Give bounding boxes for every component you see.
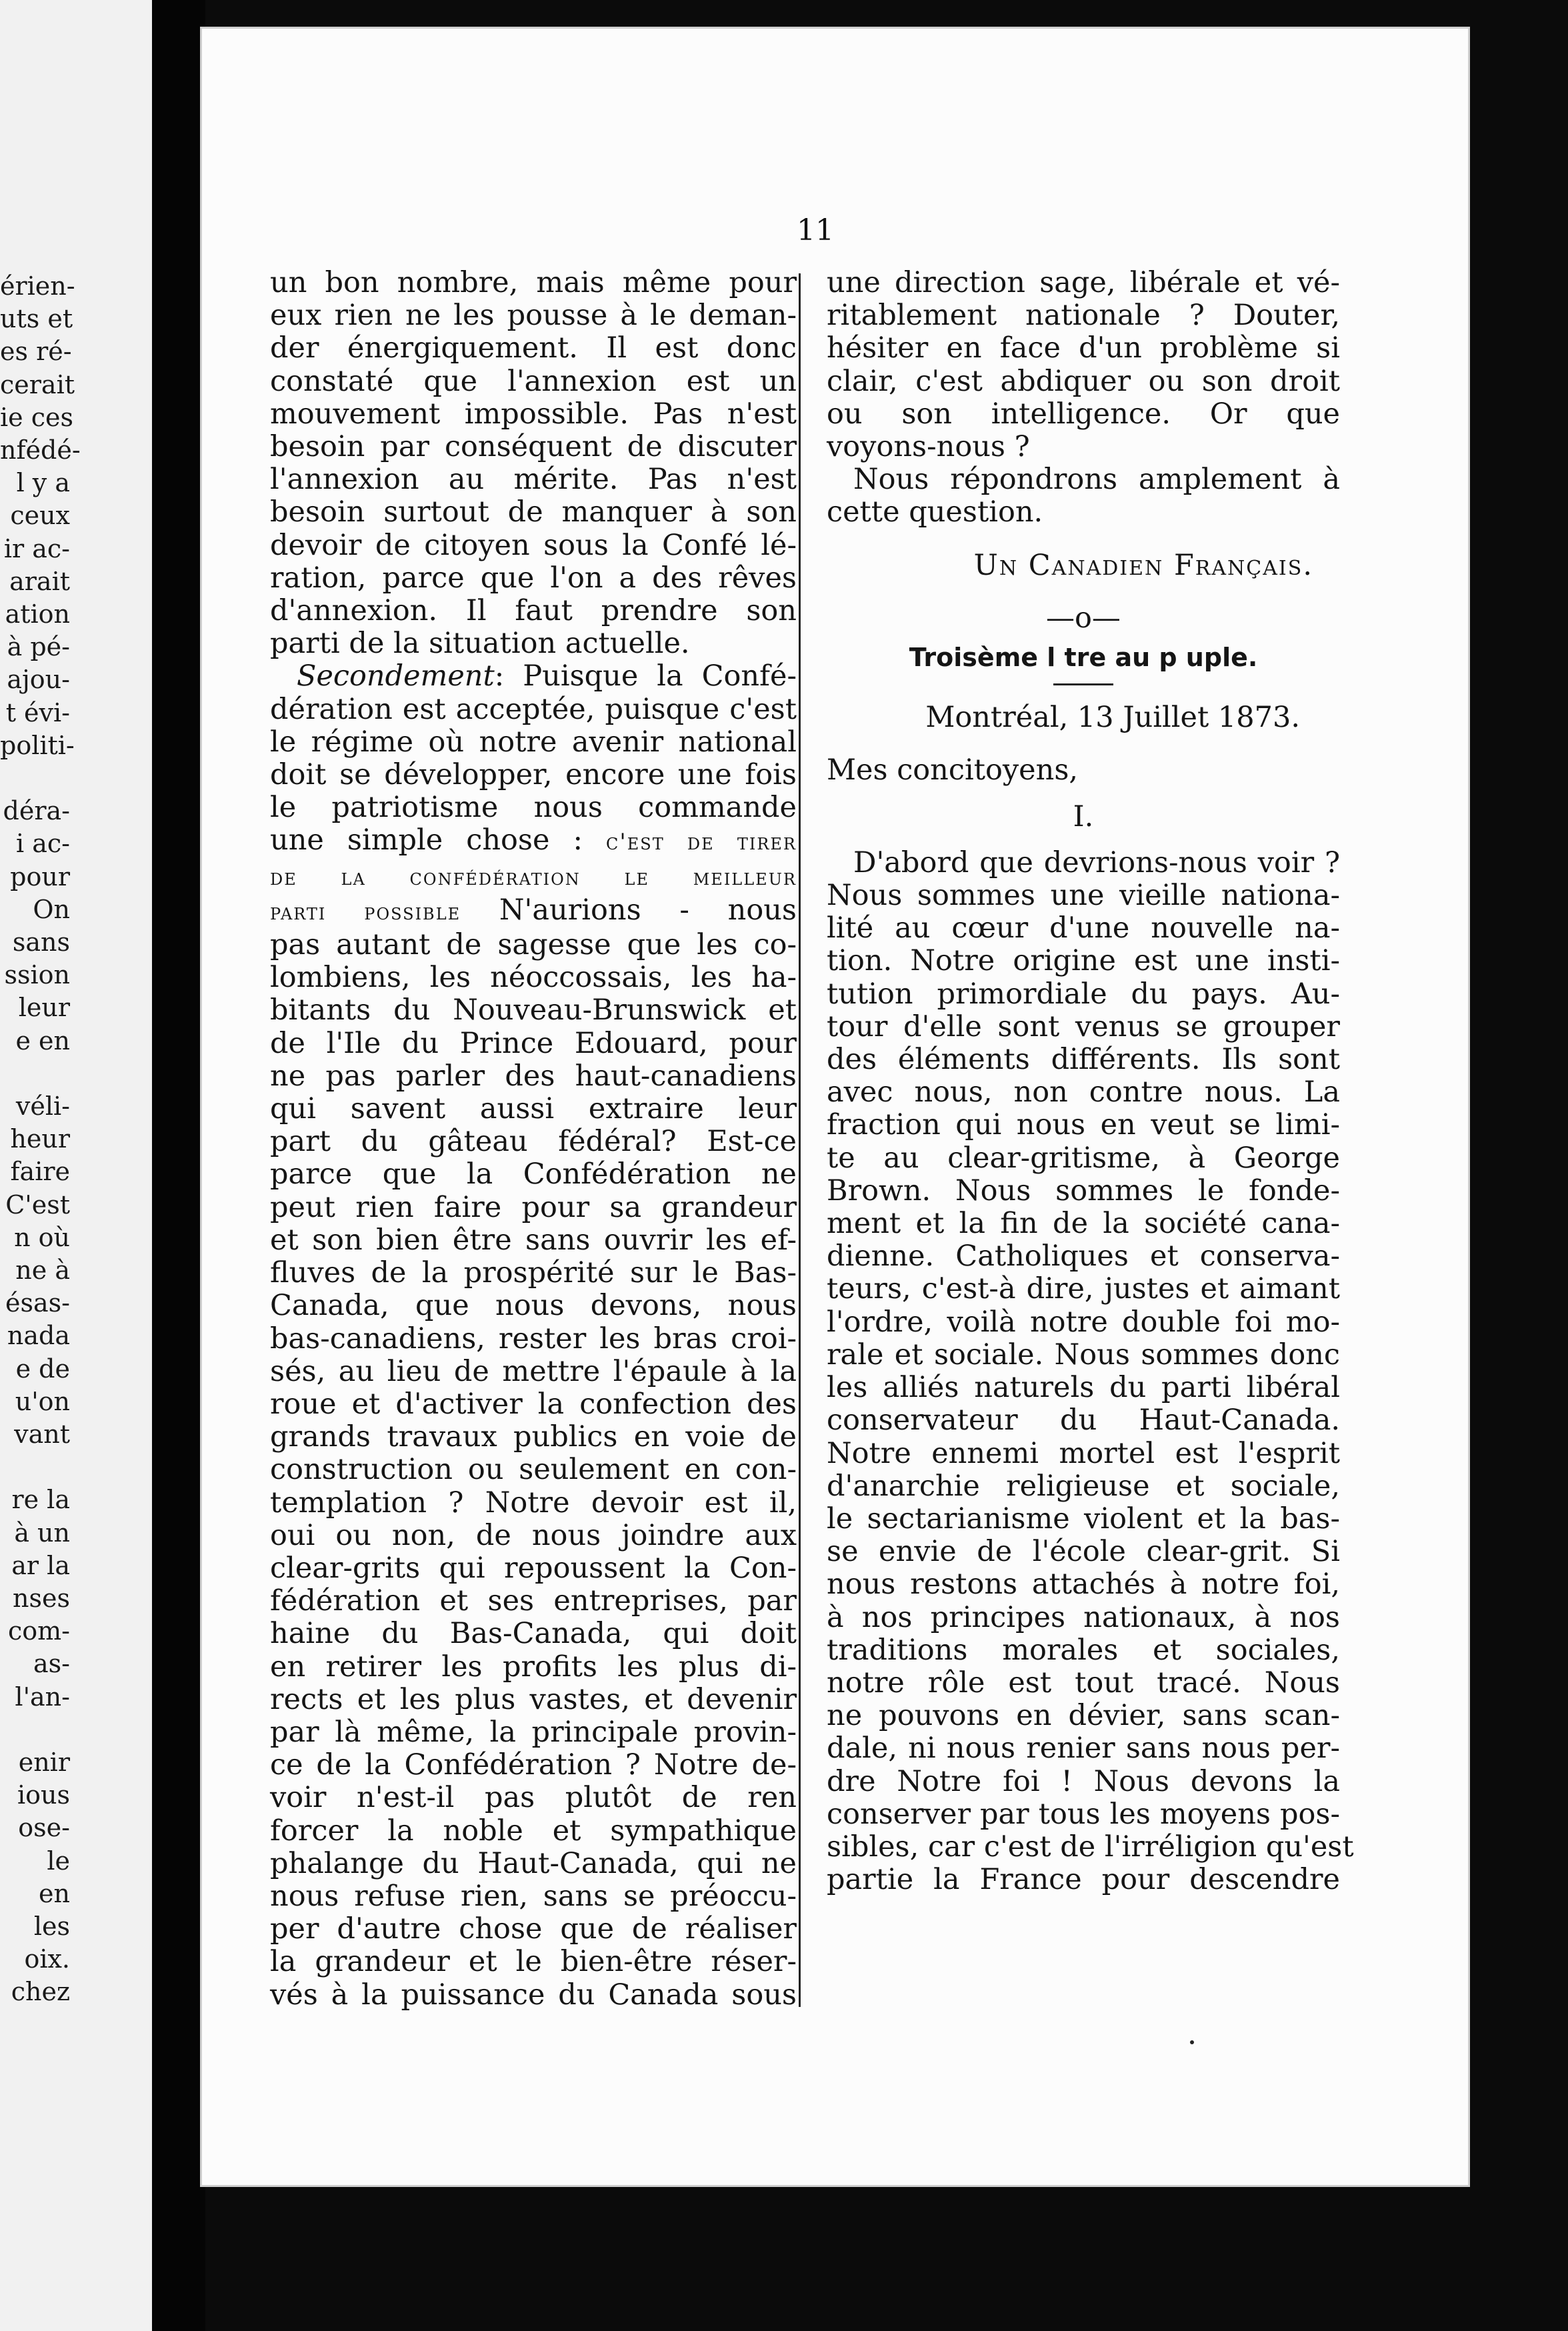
facing-page-text: à un (14, 1518, 70, 1548)
text-line: fluves de la prospérité sur le Bas- (270, 1256, 797, 1290)
facing-page-text: On (33, 894, 70, 924)
facing-page-text: faire (10, 1157, 70, 1187)
text-line: des éléments différents. Ils sont (827, 1043, 1340, 1077)
facing-page-text: nses (13, 1584, 70, 1613)
text-line: dération est acceptée, puisque c'est (270, 692, 797, 726)
text-line: part du gâteau fédéral? Est-ce (270, 1125, 797, 1159)
text-line: besoin surtout de manquer à son (270, 495, 797, 529)
facing-page-text: vant (14, 1420, 70, 1449)
text-line: hésiter en face d'un problème si (827, 331, 1340, 365)
text-line: eux rien ne les pousse à le deman- (270, 299, 797, 333)
text-line: conserver par tous les moyens pos- (827, 1797, 1340, 1831)
salutation: Mes concitoyens, (827, 753, 1079, 787)
separator: —o— (1046, 601, 1121, 635)
facing-page-text: C'est (5, 1190, 70, 1220)
text-line: bas-canadiens, rester les bras croi- (270, 1322, 797, 1356)
facing-page-text: ious (17, 1780, 70, 1810)
text-line: fédération et ses entreprises, par (270, 1584, 797, 1618)
facing-page-text: érien- (0, 271, 75, 301)
facing-page-text: i ac- (15, 829, 70, 859)
text-line: le sectarianisme violent et la bas- (827, 1502, 1340, 1536)
text-line: une simple chose : c'est de tirer (270, 823, 797, 857)
small-caps-line-3: parti possible N'aurions - nous (270, 893, 797, 927)
text-line: D'abord que devrions-nous voir ? (853, 845, 1340, 879)
page-number: 11 (797, 213, 834, 247)
facing-page-text: ose- (18, 1813, 70, 1843)
facing-page-text: cerait (0, 369, 75, 399)
text-line: à nos principes nationaux, à nos (827, 1600, 1340, 1634)
text-line: le régime où notre avenir national (270, 725, 797, 759)
text-line: une direction sage, libérale et vé- (827, 266, 1340, 299)
facing-page-text: ie ces (0, 402, 73, 432)
text-line: qui savent aussi extraire leur (270, 1092, 797, 1126)
column-divider (799, 273, 801, 2007)
text-line: per d'autre chose que de réaliser (270, 1912, 797, 1946)
text-line: voir n'est-il pas plutôt de ren (270, 1781, 797, 1815)
facing-page-text: oix. (24, 1944, 70, 1974)
small-caps-line-2: de la confédération le meilleur (270, 863, 797, 891)
text-line: lité au cœur d'une nouvelle na- (827, 911, 1340, 945)
text-line: Nous sommes une vieille nationa- (827, 879, 1340, 913)
facing-page-text: e en (15, 1025, 70, 1055)
text-line: avec nous, non contre nous. La (827, 1075, 1340, 1109)
text-line: peut rien faire pour sa grandeur (270, 1190, 797, 1224)
facing-page-text: l'an- (15, 1682, 70, 1712)
facing-page-text: es ré- (0, 337, 72, 367)
text-line: templation ? Notre devoir est il, (270, 1486, 797, 1520)
text-line: phalange du Haut-Canada, qui ne (270, 1846, 797, 1880)
text-line: devoir de citoyen sous la Confé lé- (270, 528, 797, 562)
text-line: clair, c'est abdiquer ou son droit (827, 364, 1340, 398)
text-line: l'annexion au mérite. Pas n'est (270, 463, 797, 497)
text-line: le patriotisme nous commande (270, 791, 797, 825)
facing-page-text: nada (7, 1321, 70, 1351)
facing-page-text: leur (18, 993, 70, 1023)
text-line: ce de la Confédération ? Notre de- (270, 1748, 797, 1782)
facing-page-text: enir (18, 1748, 70, 1777)
facing-page-text: ar la (11, 1550, 70, 1580)
section-numeral: I. (1073, 799, 1094, 833)
left-column (270, 267, 797, 2012)
text-line: ou son intelligence. Or que (827, 397, 1340, 431)
text-line: conservateur du Haut-Canada. (827, 1404, 1340, 1438)
text-line: clear-grits qui repoussent la Con- (270, 1551, 797, 1585)
text-line: construction ou seulement en con- (270, 1453, 797, 1487)
text-line: nous restons attachés à notre foi, (827, 1568, 1340, 1602)
text-line: rale et sociale. Nous sommes donc (827, 1338, 1340, 1372)
facing-page-text: nfédé- (0, 435, 81, 465)
facing-page-text: heur (10, 1124, 70, 1154)
text-line: cette question. (827, 495, 1043, 529)
text-line: rects et les plus vastes, et devenir (270, 1682, 797, 1716)
text-line: roue et d'activer la confection des (270, 1387, 797, 1421)
text-line: teurs, c'est-à dire, justes et aimant (827, 1272, 1340, 1306)
text-line: lombiens, les néoccossais, les ha- (270, 961, 797, 995)
text-line: ritablement nationale ? Douter, (827, 299, 1340, 333)
facing-page-text: politi- (0, 730, 75, 760)
text-line: sibles, car c'est de l'irréligion qu'est (827, 1830, 1354, 1864)
text-line: ne pouvons en dévier, sans scan- (827, 1699, 1340, 1733)
text-line: Brown. Nous sommes le fonde- (827, 1174, 1340, 1208)
text-line: nous refuse rien, sans se préoccu- (270, 1879, 797, 1913)
date-line: Montréal, 13 Juillet 1873. (925, 701, 1300, 735)
text-line: d'anarchie religieuse et sociale, (827, 1469, 1340, 1503)
text-line: forcer la noble et sympathique (270, 1814, 797, 1848)
secondement-line: Secondement: Puisque la Confé- (297, 659, 797, 693)
facing-page-text: com- (7, 1616, 70, 1646)
text-line: mouvement impossible. Pas n'est (270, 397, 797, 431)
text-line: dre Notre foi ! Nous devons la (827, 1764, 1340, 1798)
text-line: parce que la Confédération ne (270, 1157, 797, 1192)
facing-page-text: ceux (10, 501, 70, 531)
text-line: par là même, la principale provin- (270, 1715, 797, 1749)
text-line: voyons-nous ? (827, 430, 1030, 464)
text-line: haine du Bas-Canada, qui doit (270, 1617, 797, 1651)
facing-page-text: déra- (3, 796, 70, 826)
text-line: la grandeur et le bien-être réser- (270, 1945, 797, 1979)
ink-speck (1190, 2040, 1194, 2044)
text-line: se envie de l'école clear-grit. Si (827, 1535, 1340, 1569)
facing-page-text: véli- (15, 1091, 70, 1121)
facing-page-text: ation (5, 599, 70, 629)
text-line: de l'Ile du Prince Edouard, pour (270, 1026, 797, 1060)
facing-page-text: u'on (15, 1386, 70, 1416)
letter-heading: Troisème l tre au p uple. (909, 643, 1258, 673)
text-line: Notre ennemi mortel est l'esprit (827, 1436, 1340, 1470)
facing-page-text: re la (11, 1485, 70, 1515)
text-line: parti de la situation actuelle. (270, 627, 690, 661)
text-line: constaté que l'annexion est un (270, 364, 797, 398)
text-line: tution primordiale du pays. Au- (827, 977, 1340, 1011)
facing-page-text: en (39, 1878, 70, 1908)
facing-page-text: ésas- (5, 1288, 70, 1318)
text-line: d'annexion. Il faut prendre son (270, 594, 797, 628)
text-line: ration, parce que l'on a des rêves (270, 561, 797, 595)
text-line: ment et la fin de la société cana- (827, 1207, 1340, 1241)
facing-page-text: ne à (15, 1256, 70, 1285)
secondement-label: Secondement (297, 659, 495, 693)
text-line: partie la France pour descendre (827, 1863, 1340, 1897)
right-column (827, 266, 1354, 1897)
facing-page-text: ajou- (7, 665, 70, 695)
text-line: te au clear-gritisme, à George (827, 1141, 1340, 1175)
text-line: et son bien être sans ouvrir les ef- (270, 1223, 797, 1257)
text-line: en retirer les profits les plus di- (270, 1650, 797, 1684)
text-line: dienne. Catholiques et conserva- (827, 1240, 1340, 1274)
signature: Un Canadien Français. (973, 548, 1313, 582)
text-line: oui ou non, de nous joindre aux (270, 1518, 797, 1552)
facing-page-text: t évi- (5, 697, 70, 727)
facing-page-text: arait (9, 566, 70, 596)
facing-page-text: chez (11, 1977, 70, 2007)
facing-page-text: n où (14, 1222, 70, 1252)
text-line: tion. Notre origine est une insti- (827, 944, 1340, 978)
text-line: besoin par conséquent de discuter (270, 430, 797, 464)
facing-page-text: ir ac- (3, 533, 70, 563)
book-gutter (152, 0, 205, 2331)
facing-page-text: l y a (16, 468, 70, 498)
facing-page-text: uts et (0, 304, 73, 334)
text-line: tour d'elle sont venus se grouper (827, 1009, 1340, 1043)
text-line: notre rôle est tout tracé. Nous (827, 1666, 1340, 1700)
text-line: grands travaux publics en voie de (270, 1420, 797, 1454)
facing-page-fragment (0, 0, 152, 2331)
facing-page-text: à pé- (7, 632, 70, 662)
facing-page-text: le (47, 1846, 70, 1876)
text-line: traditions morales et sociales, (827, 1633, 1340, 1667)
text-line: der énergiquement. Il est donc (270, 331, 797, 365)
facing-page-text: e de (15, 1354, 70, 1384)
text-line: dale, ni nous renier sans nous per- (827, 1732, 1340, 1766)
text-line: ne pas parler des haut-canadiens (270, 1059, 797, 1093)
facing-page-text: pour (10, 861, 70, 891)
facing-page-text: ssion (4, 960, 70, 990)
text-line: Canada, que nous devons, nous (270, 1289, 797, 1323)
text-line: sés, au lieu de mettre l'épaule à la (270, 1354, 797, 1388)
facing-page-text: sans (12, 927, 70, 957)
text-line: Nous répondrons amplement à (853, 463, 1340, 497)
text-line: doit se développer, encore une fois (270, 758, 797, 792)
text-line: pas autant de sagesse que les co- (270, 928, 797, 962)
text-line: bitants du Nouveau-Brunswick et (270, 993, 797, 1027)
text-line: vés à la puissance du Canada sous (270, 1978, 797, 2012)
text-line: un bon nombre, mais même pour (270, 266, 797, 299)
heading-rule (1053, 683, 1113, 685)
text-line: fraction qui nous en veut se limi- (827, 1108, 1340, 1142)
text-line: l'ordre, voilà notre double foi mo- (827, 1305, 1340, 1339)
text-line: les alliés naturels du parti libéral (827, 1371, 1340, 1405)
facing-page-text: les (33, 1912, 70, 1941)
facing-page-text: as- (33, 1649, 70, 1679)
